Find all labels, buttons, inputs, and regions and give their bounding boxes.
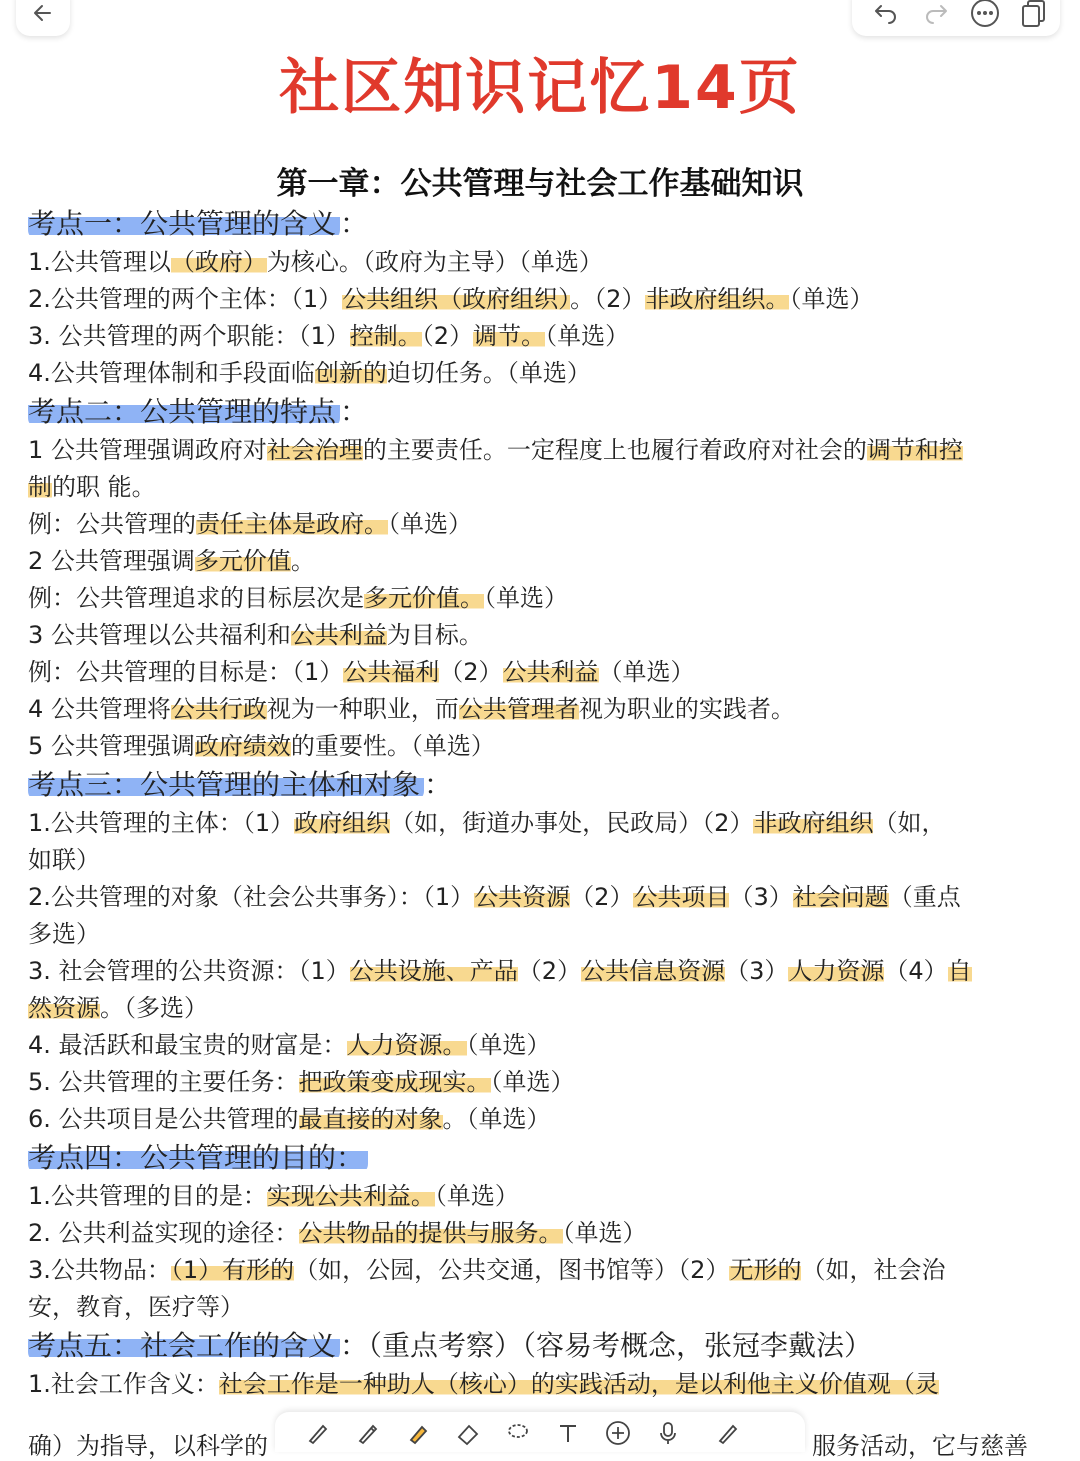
- more-options-icon[interactable]: [970, 0, 1000, 28]
- line-text: 例：公共管理的目标是：（1）: [28, 658, 344, 686]
- line-text: （单选）: [490, 1068, 575, 1096]
- line-text: 1 公共管理强调政府对: [28, 436, 267, 464]
- line-text: 6. 公共项目是公共管理的: [28, 1105, 299, 1133]
- line-text: 为核心。（政府为主导）（单选）: [266, 248, 603, 276]
- line-text: 4 公共管理将: [28, 695, 171, 723]
- note-line: [28, 244, 1058, 281]
- line-text: 。（单选）: [442, 1105, 551, 1133]
- line-text: （单选）: [562, 1219, 647, 1247]
- highlighted-text: 公共设施、产品: [349, 957, 518, 985]
- line-text: 例：公共管理追求的目标层次是: [28, 584, 364, 612]
- line-text: 2 公共管理强调: [28, 547, 195, 575]
- cut-off-line-right: 服务活动，它与慈善: [812, 1432, 1028, 1460]
- line-text: 2. 公共利益实现的途径：: [28, 1219, 299, 1247]
- note-line: [28, 879, 1058, 916]
- line-text: 的职 能。: [52, 473, 156, 501]
- note-line: [28, 1215, 1058, 1252]
- copy-pages-icon[interactable]: [1020, 0, 1048, 28]
- chapter-title: 第一章：公共管理与社会工作基础知识: [276, 166, 804, 202]
- eraser-tool-icon[interactable]: [455, 1420, 481, 1446]
- section-heading: [28, 392, 1058, 432]
- top-right-toolbar: [852, 0, 1060, 36]
- highlighted-text: 制: [28, 473, 52, 501]
- highlighted-text: 最直接的对象: [298, 1105, 443, 1133]
- note-line: [28, 654, 1058, 691]
- note-line: [28, 1178, 1058, 1215]
- section-heading: [28, 765, 1058, 805]
- note-line: [28, 617, 1058, 654]
- highlighted-text: 公共组织（政府组织）: [342, 285, 571, 313]
- line-text: （4）: [884, 957, 948, 985]
- note-line: [28, 318, 1058, 355]
- highlighted-text: 多元价值: [194, 547, 291, 575]
- note-line: [28, 1252, 1058, 1289]
- line-text: 迫切任务。（单选）: [386, 359, 591, 387]
- line-text: 1.公共管理的目的是：: [28, 1182, 267, 1210]
- pen-tool-icon[interactable]: [305, 1420, 331, 1446]
- section-heading: [28, 1326, 1058, 1366]
- line-text: 多选）: [28, 920, 100, 948]
- line-text: 2.公共管理的对象（社会公共事务）：（1）: [28, 883, 475, 911]
- line-text: 。（多选）: [100, 994, 208, 1022]
- text-tool-icon[interactable]: [555, 1420, 581, 1446]
- highlighted-text: 实现公共利益。: [266, 1182, 435, 1210]
- line-text: 1.公共管理以: [28, 248, 171, 276]
- line-text: 为目标。: [386, 621, 483, 649]
- line-text: （如，: [873, 809, 946, 837]
- line-text: （2）: [517, 957, 582, 985]
- heading-highlight: 考点三：公共管理的主体和对象: [28, 768, 424, 801]
- line-text: （单选）: [484, 584, 568, 612]
- note-line: [28, 805, 1058, 842]
- line-text: 视为一种职业，而: [266, 695, 459, 723]
- note-line: [28, 728, 1058, 765]
- highlighted-text: 控制。: [349, 322, 422, 350]
- line-text: （单选）: [434, 1182, 519, 1210]
- line-text: 3. 社会管理的公共资源：（1）: [28, 957, 350, 985]
- note-line: [28, 1027, 1058, 1064]
- highlighted-text: 人力资源: [788, 957, 885, 985]
- line-text: （3）: [729, 883, 793, 911]
- note-line: [28, 506, 1058, 543]
- top-toolbar: [0, 0, 1080, 40]
- drawing-toolbar: [275, 1412, 805, 1452]
- line-text: （单选）: [789, 285, 874, 313]
- line-text: （如，公园，公共交通，图书馆等）（2）: [294, 1256, 730, 1284]
- highlighted-text: 公共管理者: [458, 695, 579, 723]
- notes-content: [28, 204, 1058, 1403]
- line-text: （单选）: [466, 1031, 551, 1059]
- highlighted-text: 政府绩效: [194, 732, 291, 760]
- line-text: 4. 最活跃和最宝贵的财富是：: [28, 1031, 347, 1059]
- marker-tool-icon[interactable]: [715, 1420, 741, 1446]
- highlighted-text: 公共福利: [343, 658, 440, 686]
- heading-highlight: 考点一：公共管理的含义: [28, 207, 340, 240]
- line-text: 2.公共管理的两个主体：（1）: [28, 285, 343, 313]
- highlighted-text: 社会问题: [792, 883, 889, 911]
- line-text: 的主要责任。一定程度上也履行着政府对社会的: [362, 436, 867, 464]
- note-line: [28, 1064, 1058, 1101]
- line-text: 5 公共管理强调: [28, 732, 195, 760]
- section-heading: [28, 204, 1058, 244]
- highlighted-text: 非政府组织。: [645, 285, 790, 313]
- line-text: （2）: [421, 322, 474, 350]
- note-line: [28, 842, 1058, 879]
- highlighted-text: 责任主体是政府。: [196, 510, 388, 538]
- highlighted-text: 公共利益: [502, 658, 599, 686]
- highlighted-text: 调节和控: [866, 436, 963, 464]
- back-button[interactable]: [16, 0, 70, 36]
- line-text: 1.公共管理的主体：（1）: [28, 809, 295, 837]
- highlighted-text: 公共物品的提供与服务。: [298, 1219, 563, 1247]
- line-text: 3 公共管理以公共福利和: [28, 621, 291, 649]
- line-text: 3. 公共管理的两个职能：（1）: [28, 322, 350, 350]
- line-text: 的重要性。（单选）: [290, 732, 495, 760]
- highlighted-text: 公共利益: [290, 621, 387, 649]
- highlighted-text: 无形的: [729, 1256, 802, 1284]
- highlighted-text: 调节。: [473, 322, 546, 350]
- note-line: [28, 916, 1058, 953]
- highlighted-text: 公共资源: [474, 883, 571, 911]
- redo-icon[interactable]: [922, 0, 950, 26]
- highlighted-text: 政府组织: [294, 809, 391, 837]
- line-text: ：: [424, 768, 453, 801]
- line-text: （2）: [570, 883, 634, 911]
- highlighted-text: 公共信息资源: [581, 957, 726, 985]
- line-text: （单选）: [598, 658, 695, 686]
- line-text: （如，社会治: [801, 1256, 946, 1284]
- line-text: （如，街道办事处，民政局）（2）: [390, 809, 754, 837]
- line-text: （单选）: [388, 510, 472, 538]
- line-text: ：（重点考察）（容易考概念，张冠李戴法）: [340, 1329, 873, 1362]
- highlighted-text: （1）有形的: [170, 1256, 295, 1284]
- document-title: 社区知识记忆14页: [279, 53, 801, 123]
- heading-highlight: 考点二：公共管理的特点: [28, 395, 340, 428]
- line-text: 1.社会工作含义：: [28, 1370, 219, 1398]
- highlighted-text: 社会工作是一种助人（核心）的实践活动，是以利他主义价值观（灵: [218, 1370, 939, 1398]
- line-text: 3.公共物品：: [28, 1256, 171, 1284]
- note-line: [28, 543, 1058, 580]
- line-text: 如联）: [28, 846, 100, 874]
- note-line: [28, 1101, 1058, 1138]
- line-text: 4.公共管理体制和手段面临: [28, 359, 315, 387]
- highlighted-text: 非政府组织: [753, 809, 874, 837]
- lasso-tool-icon[interactable]: [505, 1420, 531, 1446]
- highlighted-text: 然资源: [28, 994, 100, 1022]
- highlighted-text: 把政策变成现实。: [298, 1068, 491, 1096]
- line-text: ：: [340, 395, 369, 428]
- note-line: [28, 691, 1058, 728]
- line-text: （重点: [888, 883, 961, 911]
- note-line: [28, 580, 1058, 617]
- note-line: [28, 1289, 1058, 1326]
- line-text: ：: [340, 207, 369, 240]
- line-text: 5. 公共管理的主要任务：: [28, 1068, 299, 1096]
- highlighted-text: 创新的: [314, 359, 387, 387]
- note-line: [28, 355, 1058, 392]
- line-text: 安，教育，医疗等）: [28, 1293, 244, 1321]
- heading-highlight: 考点五：社会工作的含义: [28, 1329, 340, 1362]
- undo-icon[interactable]: [872, 0, 900, 26]
- microphone-icon[interactable]: [655, 1420, 681, 1446]
- note-line: [28, 990, 1058, 1027]
- heading-highlight: 考点四：公共管理的目的：: [28, 1141, 368, 1174]
- highlighted-text: 社会治理: [266, 436, 363, 464]
- line-text: 。（2）: [570, 285, 646, 313]
- highlighted-text: 公共行政: [170, 695, 267, 723]
- add-icon[interactable]: [605, 1420, 631, 1446]
- cut-off-line-left: 确）为指导，以科学的: [28, 1432, 268, 1460]
- line-text: 视为职业的实践者。: [578, 695, 795, 723]
- back-arrow-icon: [30, 0, 56, 26]
- line-text: （3）: [725, 957, 789, 985]
- section-heading: [28, 1138, 1058, 1178]
- highlighted-text: 人力资源。: [346, 1031, 467, 1059]
- note-line: [28, 432, 1058, 469]
- note-line: [28, 1366, 1058, 1403]
- note-line: [28, 469, 1058, 506]
- highlighted-text: （政府）: [170, 248, 267, 276]
- note-line: [28, 281, 1058, 318]
- pencil-tool-icon[interactable]: [355, 1420, 381, 1446]
- highlighter-tool-icon[interactable]: [405, 1420, 431, 1446]
- note-line: [28, 953, 1058, 990]
- highlighted-text: 自: [947, 957, 972, 985]
- line-text: （2）: [439, 658, 503, 686]
- line-text: （单选）: [545, 322, 630, 350]
- line-text: 例：公共管理的: [28, 510, 196, 538]
- highlighted-text: 公共项目: [633, 883, 730, 911]
- line-text: 。: [290, 547, 315, 575]
- highlighted-text: 多元价值。: [364, 584, 484, 612]
